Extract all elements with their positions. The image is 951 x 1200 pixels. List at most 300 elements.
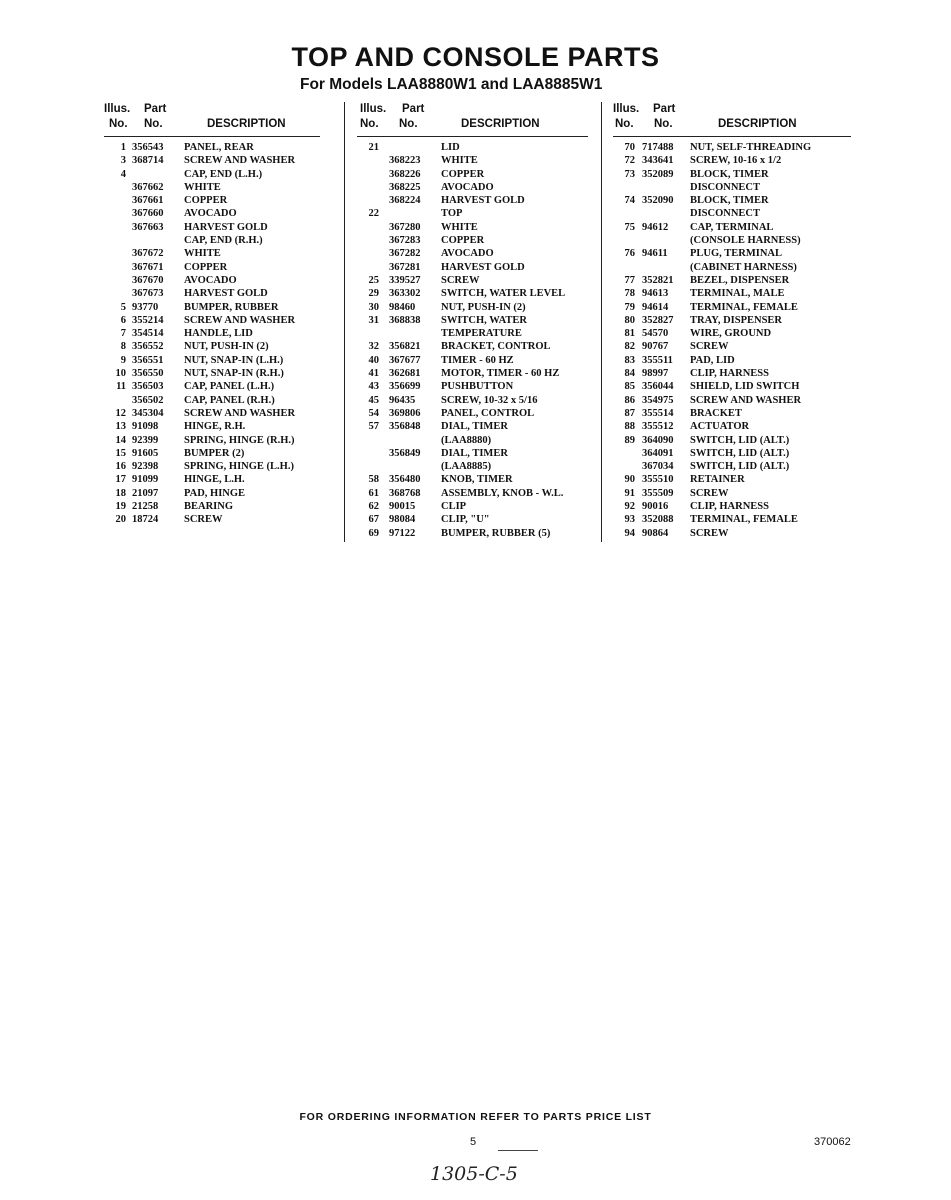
parts-row: [613, 420, 851, 433]
part-description: SCREW: [690, 341, 729, 353]
parts-row: [104, 487, 320, 500]
part-description: SCREW: [690, 487, 729, 499]
part-description: CAP, TERMINAL: [690, 221, 774, 233]
parts-row: [104, 473, 320, 486]
part-number: 98460: [389, 301, 416, 313]
part-description: NUT, SELF-THREADING: [690, 142, 812, 153]
parts-row: [613, 207, 851, 220]
parts-row: [357, 380, 588, 393]
part-description: NUT, PUSH-IN (2): [184, 341, 269, 353]
part-number: 367660: [132, 208, 164, 220]
illus-number: 3: [120, 155, 126, 167]
part-description: PUSHBUTTON: [441, 381, 514, 393]
parts-row: [613, 221, 851, 234]
parts-row: [357, 354, 588, 367]
parts-row: [357, 301, 588, 314]
part-description: (CONSOLE HARNESS): [690, 235, 801, 247]
part-description: TERMINAL, MALE: [690, 288, 785, 300]
part-description: ASSEMBLY, KNOB - W.L.: [441, 487, 564, 499]
part-description: HARVEST GOLD: [184, 221, 268, 233]
part-number: 352089: [642, 168, 674, 180]
illus-number: 79: [624, 301, 635, 313]
illus-number: 6: [120, 314, 126, 326]
header-description-label: DESCRIPTION: [461, 118, 540, 130]
header-part-label: Part: [402, 103, 425, 115]
part-number: 21258: [132, 501, 159, 513]
part-number: 21097: [132, 487, 159, 499]
parts-row: [104, 447, 320, 460]
part-number: 91605: [132, 447, 159, 459]
illus-number: 14: [115, 434, 126, 446]
parts-row: [613, 314, 851, 327]
parts-row: [104, 301, 320, 314]
illus-number: 12: [115, 407, 126, 419]
parts-row: [357, 500, 588, 513]
illus-number: 16: [115, 461, 126, 473]
illus-number: 91: [624, 487, 635, 499]
illus-number: 40: [368, 354, 379, 366]
part-number: 367671: [132, 261, 164, 273]
illus-number: 90: [624, 474, 635, 486]
part-description: PAD, HINGE: [184, 487, 246, 499]
header-rule: [357, 136, 588, 137]
part-description: BUMPER, RUBBER (5): [441, 527, 551, 539]
parts-list: [357, 137, 588, 540]
part-number: 369806: [389, 407, 421, 419]
part-description: TERMINAL, FEMALE: [690, 514, 798, 526]
part-number: 356502: [132, 394, 164, 406]
part-number: 368714: [132, 155, 164, 167]
part-description: KNOB, TIMER: [441, 474, 513, 486]
parts-row: [357, 181, 588, 194]
part-description: BLOCK, TIMER: [690, 168, 769, 180]
part-number: 96435: [389, 394, 416, 406]
part-number: 94613: [642, 288, 669, 300]
part-number: 97122: [389, 527, 416, 539]
parts-row: [613, 380, 851, 393]
illus-number: 54: [368, 407, 379, 419]
parts-row: [613, 407, 851, 420]
part-description: SWITCH, LID (ALT.): [690, 434, 790, 446]
part-description: CAP, END (L.H.): [184, 168, 263, 180]
parts-row: [357, 487, 588, 500]
part-number: 93770: [132, 301, 159, 313]
part-number: 54570: [642, 328, 669, 340]
illus-number: 10: [115, 368, 126, 380]
parts-row: [104, 274, 320, 287]
parts-row: [613, 168, 851, 181]
parts-row: [613, 500, 851, 513]
illus-number: 11: [116, 381, 126, 393]
part-description: COPPER: [184, 261, 228, 273]
illus-number: 85: [624, 381, 635, 393]
part-number: 354975: [642, 394, 674, 406]
parts-row: [357, 327, 588, 340]
part-description: BUMPER (2): [184, 447, 245, 459]
part-description: NUT, SNAP-IN (R.H.): [184, 368, 284, 380]
part-number: 339527: [389, 274, 421, 286]
illus-number: 30: [368, 301, 379, 313]
parts-row: [613, 301, 851, 314]
illus-number: 22: [368, 208, 379, 220]
part-number: 345304: [132, 407, 164, 419]
parts-row: [357, 194, 588, 207]
column-header: [357, 103, 588, 137]
part-description: CAP, PANEL (R.H.): [184, 394, 275, 406]
part-number: 356044: [642, 381, 674, 393]
illus-number: 58: [368, 474, 379, 486]
parts-row: [613, 340, 851, 353]
column-divider-1: [344, 102, 345, 542]
parts-row: [104, 207, 320, 220]
illus-number: 17: [115, 474, 126, 486]
parts-row: [357, 287, 588, 300]
parts-row: [613, 487, 851, 500]
illus-number: 21: [368, 142, 379, 153]
part-description: DIAL, TIMER: [441, 447, 508, 459]
header-part-label: Part: [144, 103, 167, 115]
part-number: 367282: [389, 248, 421, 260]
part-description: WHITE: [441, 221, 478, 233]
part-description: COPPER: [184, 195, 228, 207]
page-number: 5: [470, 1136, 477, 1148]
parts-row: [357, 168, 588, 181]
part-description: SCREW: [441, 274, 480, 286]
part-description: CLIP, "U": [441, 514, 490, 526]
illus-number: 9: [120, 354, 126, 366]
part-description: WHITE: [184, 181, 221, 193]
header-description-label: DESCRIPTION: [207, 118, 286, 130]
parts-row: [104, 367, 320, 380]
illus-number: 89: [624, 434, 635, 446]
part-description: AVOCADO: [184, 208, 237, 220]
illus-number: 5: [120, 301, 126, 313]
part-description: BUMPER, RUBBER: [184, 301, 279, 313]
parts-row: [104, 394, 320, 407]
parts-row: [104, 340, 320, 353]
document-number: 370062: [814, 1136, 851, 1148]
part-number: 364091: [642, 447, 674, 459]
part-description: COPPER: [441, 168, 485, 180]
part-number: 98997: [642, 368, 669, 380]
part-number: 367663: [132, 221, 164, 233]
part-number: 354514: [132, 328, 164, 340]
parts-row: [104, 327, 320, 340]
illus-number: 69: [368, 527, 379, 539]
part-description: SCREW AND WASHER: [184, 155, 296, 167]
illus-number: 61: [368, 487, 379, 499]
header-rule: [613, 136, 851, 137]
part-description: HANDLE, LID: [184, 328, 253, 340]
parts-row: [357, 154, 588, 167]
parts-row: [357, 473, 588, 486]
part-description: SWITCH, LID (ALT.): [690, 461, 790, 473]
part-description: DISCONNECT: [690, 208, 761, 220]
illus-number: 18: [115, 487, 126, 499]
parts-column-2: [357, 103, 588, 540]
part-number: 367670: [132, 274, 164, 286]
parts-row: [613, 287, 851, 300]
part-number: 352821: [642, 274, 674, 286]
part-description: PANEL, CONTROL: [441, 407, 535, 419]
part-number: 90015: [389, 501, 416, 513]
illus-number: 73: [624, 168, 635, 180]
parts-row: [104, 221, 320, 234]
part-description: SWITCH, WATER LEVEL: [441, 288, 566, 300]
part-number: 18724: [132, 514, 159, 526]
illus-number: 78: [624, 288, 635, 300]
illus-number: 83: [624, 354, 635, 366]
parts-row: [613, 181, 851, 194]
parts-column-1: [104, 103, 320, 527]
parts-row: [104, 420, 320, 433]
part-number: 91098: [132, 421, 159, 433]
part-number: 356699: [389, 381, 421, 393]
part-description: ACTUATOR: [690, 421, 750, 433]
parts-row: [104, 500, 320, 513]
illus-number: 67: [368, 514, 379, 526]
part-number: 355214: [132, 314, 164, 326]
part-number: 356848: [389, 421, 421, 433]
part-description: (CABINET HARNESS): [690, 261, 797, 273]
ordering-note: FOR ORDERING INFORMATION REFER TO PARTS PRICE LIST: [299, 1111, 652, 1123]
column-header: [613, 103, 851, 137]
parts-row: [104, 154, 320, 167]
part-description: (LAA8885): [441, 461, 492, 473]
part-description: SCREW, 10-32 x 5/16: [441, 394, 538, 406]
parts-row: [104, 434, 320, 447]
illus-number: 80: [624, 314, 635, 326]
part-description: BRACKET, CONTROL: [441, 341, 551, 353]
illus-number: 41: [368, 368, 379, 380]
illus-number: 8: [120, 341, 126, 353]
part-number: 368225: [389, 181, 421, 193]
part-description: SWITCH, WATER: [441, 314, 527, 326]
parts-row: [613, 394, 851, 407]
part-number: 90016: [642, 501, 669, 513]
illus-number: 45: [368, 394, 379, 406]
parts-row: [613, 194, 851, 207]
parts-row: [357, 274, 588, 287]
part-number: 356821: [389, 341, 421, 353]
illus-number: 94: [624, 527, 635, 539]
parts-row: [104, 407, 320, 420]
illus-number: 76: [624, 248, 635, 260]
part-number: 364090: [642, 434, 674, 446]
parts-row: [357, 247, 588, 260]
illus-number: 31: [368, 314, 379, 326]
part-number: 355509: [642, 487, 674, 499]
parts-row: [104, 194, 320, 207]
parts-row: [613, 513, 851, 526]
header-part-no-label: No.: [654, 118, 673, 130]
parts-row: [104, 181, 320, 194]
illus-number: 75: [624, 221, 635, 233]
part-description: SCREW AND WASHER: [690, 394, 802, 406]
illus-number: 62: [368, 501, 379, 513]
parts-row: [613, 141, 851, 154]
part-description: WHITE: [441, 155, 478, 167]
part-number: 92398: [132, 461, 159, 473]
part-description: SCREW: [690, 527, 729, 539]
part-description: AVOCADO: [441, 248, 494, 260]
part-description: CAP, PANEL (L.H.): [184, 381, 275, 393]
parts-row: [104, 354, 320, 367]
parts-row: [613, 527, 851, 540]
part-number: 356543: [132, 142, 164, 153]
parts-row: [613, 447, 851, 460]
illus-number: 84: [624, 368, 635, 380]
parts-row: [613, 327, 851, 340]
part-number: 367280: [389, 221, 421, 233]
parts-row: [613, 460, 851, 473]
part-description: RETAINER: [690, 474, 745, 486]
part-description: HARVEST GOLD: [184, 288, 268, 300]
illus-number: 20: [115, 514, 126, 526]
parts-row: [104, 247, 320, 260]
part-number: 355510: [642, 474, 674, 486]
illus-number: 43: [368, 381, 379, 393]
header-description-label: DESCRIPTION: [718, 118, 797, 130]
part-description: SWITCH, LID (ALT.): [690, 447, 790, 459]
part-number: 352827: [642, 314, 674, 326]
parts-row: [357, 527, 588, 540]
column-divider-2: [601, 102, 602, 542]
part-description: NUT, SNAP-IN (L.H.): [184, 354, 284, 366]
parts-row: [104, 314, 320, 327]
page-subtitle: For Models LAA8880W1 and LAA8885W1: [300, 76, 603, 93]
part-description: SCREW, 10-16 x 1/2: [690, 155, 782, 167]
part-number: 367672: [132, 248, 164, 260]
header-illus-no-label: No.: [109, 118, 128, 130]
part-number: 368226: [389, 168, 421, 180]
parts-row: [104, 168, 320, 181]
parts-row: [104, 141, 320, 154]
part-description: CLIP, HARNESS: [690, 501, 769, 513]
illus-number: 15: [115, 447, 126, 459]
part-number: 90864: [642, 527, 669, 539]
part-number: 98084: [389, 514, 416, 526]
part-description: DISCONNECT: [690, 181, 761, 193]
part-number: 91099: [132, 474, 159, 486]
part-number: 352088: [642, 514, 674, 526]
parts-row: [357, 394, 588, 407]
parts-row: [613, 247, 851, 260]
illus-number: 92: [624, 501, 635, 513]
header-illus-no-label: No.: [615, 118, 634, 130]
parts-row: [104, 261, 320, 274]
part-description: PANEL, REAR: [184, 142, 254, 153]
illus-number: 81: [624, 328, 635, 340]
part-description: WHITE: [184, 248, 221, 260]
part-description: LID: [441, 142, 460, 153]
illus-number: 70: [624, 142, 635, 153]
part-description: AVOCADO: [441, 181, 494, 193]
page-number-rule: [498, 1150, 538, 1151]
illus-number: 74: [624, 195, 635, 207]
column-header: [104, 103, 320, 137]
part-number: 368224: [389, 195, 421, 207]
part-description: SCREW AND WASHER: [184, 314, 296, 326]
header-illus-label: Illus.: [104, 103, 131, 115]
part-description: HINGE, L.H.: [184, 474, 245, 486]
header-illus-no-label: No.: [360, 118, 379, 130]
part-number: 90767: [642, 341, 669, 353]
parts-row: [613, 434, 851, 447]
part-description: TRAY, DISPENSER: [690, 314, 783, 326]
header-illus-label: Illus.: [360, 103, 387, 115]
part-number: 356480: [389, 474, 421, 486]
part-description: TEMPERATURE: [441, 328, 522, 340]
part-number: 363302: [389, 288, 421, 300]
parts-row: [357, 434, 588, 447]
part-description: TIMER - 60 HZ: [441, 354, 514, 366]
part-description: BRACKET: [690, 407, 742, 419]
illus-number: 93: [624, 514, 635, 526]
parts-row: [357, 367, 588, 380]
illus-number: 13: [115, 421, 126, 433]
parts-list: [104, 137, 320, 527]
part-number: 367677: [389, 354, 421, 366]
part-description: SCREW: [184, 514, 223, 526]
part-description: (LAA8880): [441, 434, 492, 446]
parts-row: [613, 354, 851, 367]
part-number: 355511: [642, 354, 673, 366]
illus-number: 86: [624, 394, 635, 406]
part-number: 94614: [642, 301, 669, 313]
part-number: 356849: [389, 447, 421, 459]
part-description: TOP: [441, 208, 463, 220]
parts-row: [104, 287, 320, 300]
parts-row: [613, 367, 851, 380]
part-description: SPRING, HINGE (R.H.): [184, 434, 295, 446]
parts-row: [357, 447, 588, 460]
part-description: BLOCK, TIMER: [690, 195, 769, 207]
part-description: SCREW AND WASHER: [184, 407, 296, 419]
part-number: 368223: [389, 155, 421, 167]
illus-number: 32: [368, 341, 379, 353]
part-description: CAP, END (R.H.): [184, 235, 263, 247]
parts-row: [357, 261, 588, 274]
part-description: HINGE, R.H.: [184, 421, 246, 433]
part-description: CLIP, HARNESS: [690, 368, 769, 380]
parts-row: [357, 314, 588, 327]
illus-number: 57: [368, 421, 379, 433]
part-number: 356550: [132, 368, 164, 380]
part-number: 367281: [389, 261, 421, 273]
part-number: 367283: [389, 235, 421, 247]
parts-row: [613, 234, 851, 247]
part-number: 355514: [642, 407, 674, 419]
parts-row: [104, 380, 320, 393]
part-number: 356552: [132, 341, 164, 353]
part-number: 368838: [389, 314, 421, 326]
part-number: 352090: [642, 195, 674, 207]
part-number: 92399: [132, 434, 159, 446]
illus-number: 88: [624, 421, 635, 433]
illus-number: 82: [624, 341, 635, 353]
illus-number: 87: [624, 407, 635, 419]
part-description: HARVEST GOLD: [441, 261, 525, 273]
illus-number: 4: [120, 168, 126, 180]
handwritten-annotation: 1305-C-5: [430, 1163, 518, 1185]
part-description: COPPER: [441, 235, 485, 247]
part-description: CLIP: [441, 501, 467, 513]
part-description: WIRE, GROUND: [690, 328, 772, 340]
parts-row: [613, 274, 851, 287]
parts-row: [613, 261, 851, 274]
header-rule: [104, 136, 320, 137]
